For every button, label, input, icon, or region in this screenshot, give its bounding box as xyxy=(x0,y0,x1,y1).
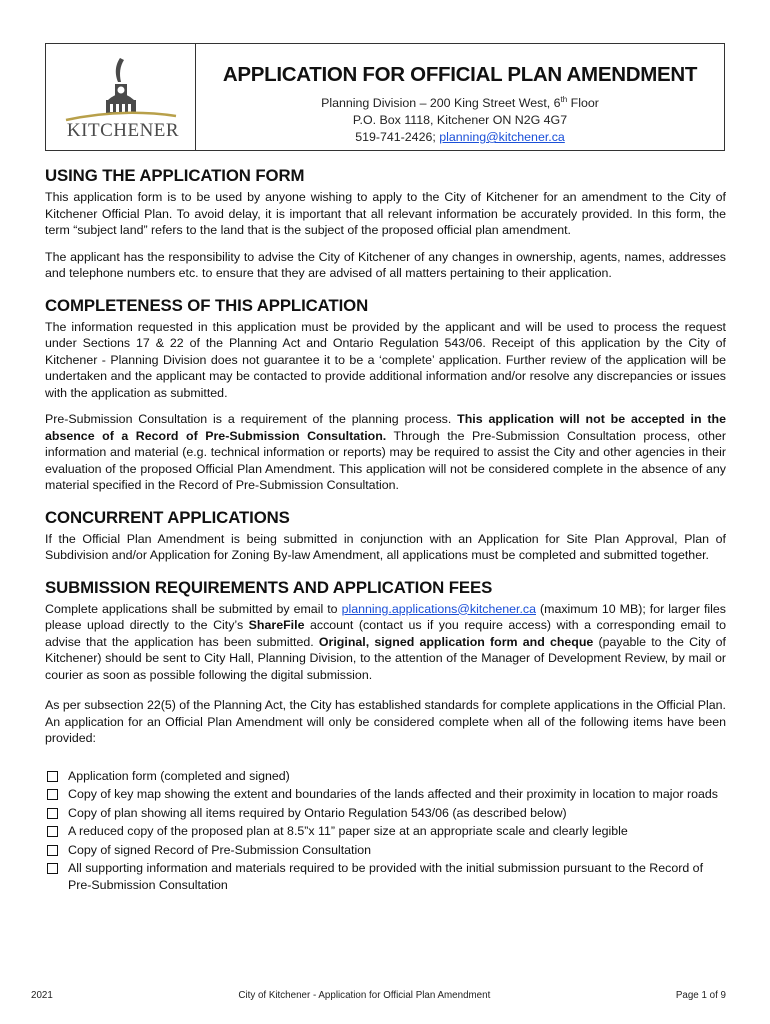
header-box xyxy=(45,43,725,151)
floor-superscript: th xyxy=(560,95,568,104)
checklist-item-label: Copy of plan showing all items required by Ontario Regulation 543/06 (as described below) xyxy=(68,805,567,820)
using-paragraph-2: The applicant has the responsibility to advise the City of Kitchener of any changes in ownership, agents, names, addresses and telephone numbers etc. to ensure that they are advised of all matters pertaining to their application. xyxy=(45,249,726,280)
completeness-p2-intro: Pre-Submission Consultation is a requirement of the planning process. xyxy=(45,412,458,426)
heading-concurrent: CONCURRENT APPLICATIONS xyxy=(45,507,290,527)
using-paragraph-1: This application form is to be used by anyone wishing to apply to the City of Kitchener for an amendment to the City of Kitchener Official Plan. To avoid delay, it is important that all relevant information be accurately provided. In this form, the term “subject land” refers to the land that is the subject of the proposed official plan amendment. xyxy=(45,190,726,237)
checklist-item-label: Copy of key map showing the extent and boundaries of the lands affected and their proximity in location to major roads xyxy=(68,787,718,801)
checklist-item-label: A reduced copy of the proposed plan at 8.5”x 11” paper size at an appropriate scale and clearly legible xyxy=(68,824,628,838)
checkbox[interactable] xyxy=(47,808,58,819)
completeness-paragraph-1: The information requested in this application must be provided by the applicant and will be used to process the request under Sections 17 & 22 of the Planning Act and Ontario Regulation 543/06. Receipt of this application by the City of Kitchener - Planning Division does not guarantee it to be a ‘complete’ application. Further review of the application will be undertaken and the applicant may be contacted to provide additional information and/or resolve any discrepancies or issues with the application as submitted. xyxy=(45,319,726,400)
checklist-item xyxy=(45,842,726,859)
city-logo xyxy=(46,44,196,150)
address-line-1 xyxy=(196,91,724,112)
checklist-item-label: Copy of signed Record of Pre-Submission Consultation xyxy=(68,842,372,857)
submission-p1-a: Complete applications shall be submitted by email to xyxy=(45,601,342,616)
checkbox[interactable] xyxy=(47,771,58,782)
footer-title: City of Kitchener - Application for Official Plan Amendment xyxy=(238,990,491,1001)
sharefile-bold: ShareFile xyxy=(248,618,305,632)
document-title: APPLICATION FOR OFFICIAL PLAN AMENDMENT xyxy=(222,63,698,86)
checklist-item xyxy=(45,768,726,785)
footer-year: 2021 xyxy=(31,990,53,1001)
completeness-paragraph-2 xyxy=(45,411,726,494)
email-link[interactable]: planning@kitchener.ca xyxy=(439,130,565,145)
concurrent-paragraph: If the Official Plan Amendment is being submitted in conjunction with an Application for Site Plan Approval, Plan of Subdivision and/or Application for Zoning By-law Amendment, all applications must be completed and submitted together. xyxy=(45,531,726,562)
checkbox[interactable] xyxy=(47,826,58,837)
checklist-item xyxy=(45,786,726,803)
contact-line xyxy=(196,129,724,146)
checklist-item xyxy=(45,860,726,893)
title-cell xyxy=(196,44,724,150)
original-cheque-bold: Original, signed application form and cheque xyxy=(318,634,594,649)
submission-p1-c: account (contact us if you require access) with a corresponding email to advise that the application has been submitted. xyxy=(45,618,726,649)
completeness-p2-bold: This application will not be accepted in the absence of a Record of Pre-Submission Consultation. xyxy=(45,412,726,443)
checklist-item-label: All supporting information and materials required to be provided with the initial submission pursuant to the Record of Pre-Submission Consultation xyxy=(68,861,704,892)
address-line-1-text: Planning Division – 200 King Street West, 6 xyxy=(321,96,561,111)
requirements-checklist xyxy=(45,768,726,894)
page-number: Page 1 of 9 xyxy=(675,990,726,1001)
checkbox[interactable] xyxy=(47,863,58,874)
document-body xyxy=(45,166,726,895)
completeness-p2-rest: Through the Pre-Submission Consultation process, other information and material (e.g. technical information or reports) may be required to assist the City and other agencies in their evaluation of the proposed Official Plan Amendment. This application will not be considered complete in the absence of any material specified in the Record of Pre-Submission Consultation. xyxy=(45,428,726,492)
checkbox[interactable] xyxy=(47,845,58,856)
submission-p1-d: (payable to the City of Kitchener) should be sent to City Hall, Planning Division, to the attention of the Manager of Development Review, by mail or courier as soon as possible following the digital submission. xyxy=(45,634,726,682)
submission-paragraph-2: As per subsection 22(5) of the Planning Act, the City has established standards for complete applications in the Official Plan. An application for an Official Plan Amendment will only be considered complete when all of the following items have been provided: xyxy=(45,698,726,745)
city-hall-logo-icon xyxy=(58,54,184,124)
checklist-item xyxy=(45,823,726,840)
page-footer xyxy=(31,990,726,1001)
heading-submission: SUBMISSION REQUIREMENTS AND APPLICATION FEES xyxy=(45,577,493,597)
submission-paragraph-1 xyxy=(45,601,726,684)
checklist-item xyxy=(45,805,726,822)
address-floor-text: Floor xyxy=(567,96,599,111)
heading-using-form: USING THE APPLICATION FORM xyxy=(45,166,305,185)
logo-wordmark: KITCHENER xyxy=(66,120,180,141)
checkbox[interactable] xyxy=(47,789,58,800)
submission-p1-b: (maximum 10 MB); for larger files please upload directly to the City’s xyxy=(45,601,726,632)
phone-number: 519-741-2426; xyxy=(355,130,440,145)
address-line-2: P.O. Box 1118, Kitchener ON N2G 4G7 xyxy=(352,113,568,128)
heading-completeness: COMPLETENESS OF THIS APPLICATION xyxy=(45,295,369,315)
checklist-item-label: Application form (completed and signed) xyxy=(68,768,290,783)
planning-applications-email-link[interactable]: planning.applications@kitchener.ca xyxy=(341,601,536,616)
